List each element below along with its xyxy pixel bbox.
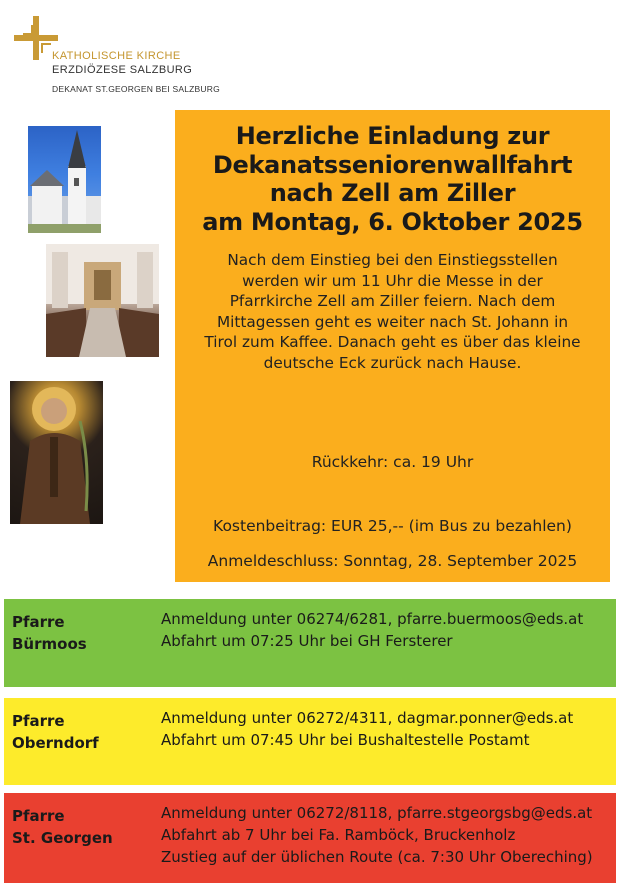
parish-st-georgen: [4, 793, 616, 883]
parish-oberndorf: [4, 698, 616, 785]
org-name: KATHOLISCHE KIRCHE: [52, 50, 181, 62]
parish-name: Pfarre St. Georgen: [12, 807, 113, 847]
church-interior-photo: [46, 244, 159, 357]
org-deanery: DEKANAT ST.GEORGEN BEI SALZBURG: [52, 84, 220, 94]
church-exterior-photo: [28, 126, 101, 233]
registration-deadline: Anmeldeschluss: Sonntag, 28. September 2025: [207, 552, 578, 570]
invitation-title: Herzliche Einladung zur Dekanatsseniorenwallfahrt nach Zell am Ziller am Montag, 6. Oktober 2025: [202, 122, 583, 236]
cost-info: Kostenbeitrag: EUR 25,-- (im Bus zu bezahlen): [213, 517, 572, 535]
parish-details: Anmeldung unter 06274/6281, pfarre.buermoos@eds.at Abfahrt um 07:25 Uhr bei GH Fersterer: [161, 610, 584, 650]
parish-details: Anmeldung unter 06272/4311, dagmar.ponner@eds.at Abfahrt um 07:45 Uhr bei Bushaltestelle Postamt: [161, 709, 574, 749]
invitation-box: [175, 110, 610, 582]
return-time: Rückkehr: ca. 19 Uhr: [311, 453, 474, 471]
parish-name: Pfarre Bürmoos: [12, 613, 87, 653]
parish-buermoos: [4, 599, 616, 687]
org-diocese: ERZDIÖZESE SALZBURG: [52, 64, 193, 76]
parish-name: Pfarre Oberndorf: [12, 712, 99, 752]
saint-portrait-image: [10, 381, 103, 524]
parish-details: Anmeldung unter 06272/8118, pfarre.stgeorgsbg@eds.at Abfahrt ab 7 Uhr bei Fa. Ramböck, Bruckenholz Zustieg auf der üblichen Route (ca. 7:30 Uhr Obereching): [161, 804, 593, 866]
invitation-description: Nach dem Einstieg bei den Einstiegsstellen werden wir um 11 Uhr die Messe in der Pfarrkirche Zell am Ziller feiern. Nach dem Mittagessen geht es weiter nach St. Johann in Tirol zum Kaffee. Danach geht es über das kleine deutsche Eck zurück nach Hause.: [204, 251, 581, 372]
